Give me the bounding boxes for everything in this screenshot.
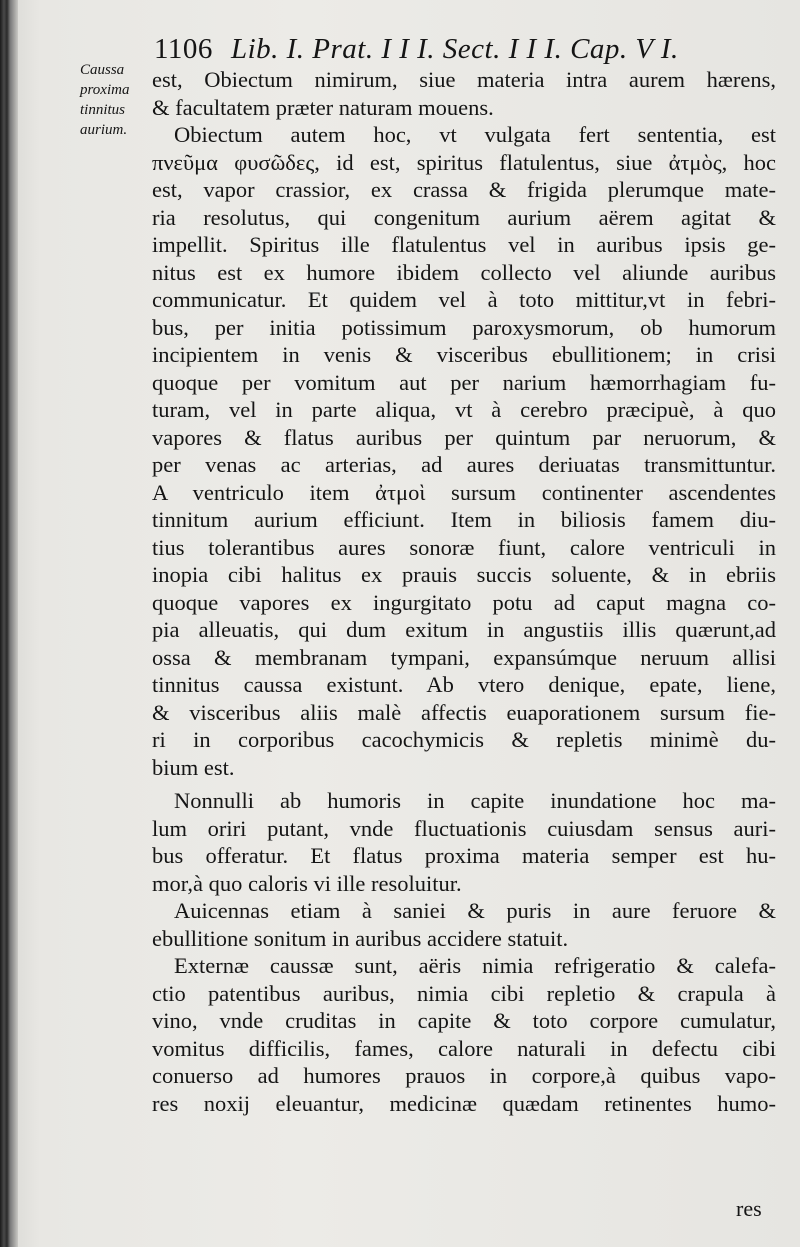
text-line: vapores & flatus auribus per quintum par neruorum, & xyxy=(152,424,776,450)
text-line: bium est. xyxy=(152,754,235,780)
text-line: ria resolutus, qui congenitum aurium aërem agitat & xyxy=(152,204,776,230)
paragraph xyxy=(152,66,776,121)
text-line: πνεῦμα φυσῶδες, id est, spiritus flatulentus, siue ἀτμὸς, hoc xyxy=(152,149,776,175)
text-line: conuerso ad humores prauos in corpore,à quibus vapo- xyxy=(152,1063,776,1088)
text-line: Auicennas etiam à saniei & puris in aure feruore & xyxy=(174,898,776,923)
text-line: tinnitum aurium efficiunt. Item in biliosis famem diu- xyxy=(152,507,776,532)
text-line: bus, per initia potissimum paroxysmorum, ob humorum xyxy=(152,314,776,340)
text-line: vino, vnde cruditas in capite & toto corpore cumulatur, xyxy=(152,1008,776,1033)
text-line: Externæ caussæ sunt, aëris nimia refrigeratio & calefa- xyxy=(174,953,776,978)
marginal-note xyxy=(80,60,160,140)
marginal-note-line: tinnitus xyxy=(80,102,126,118)
text-line: ri in corporibus cacochymicis & repletis minimè du- xyxy=(152,727,776,752)
text-line: ebullitione sonitum in auribus accidere statuit. xyxy=(152,925,569,951)
catchword: res xyxy=(736,1196,762,1221)
text-line: quoque per vomitum aut per narium hæmorrhagiam fu- xyxy=(152,369,776,395)
text-line: & visceribus aliis malè affectis euaporationem sursum fie- xyxy=(152,699,776,725)
text-line: tius tolerantibus aures sonoræ fiunt, calore ventriculi in xyxy=(152,534,776,560)
text-line: communicatur. Et quidem vel à toto mittitur,vt in febri- xyxy=(152,287,776,312)
text-line: incipientem in venis & visceribus ebullitionem; in crisi xyxy=(152,342,776,367)
text-line: lum oriri putant, vnde fluctuationis cuiusdam sensus auri- xyxy=(152,815,776,841)
text-line: & facultatem præter naturam mouens. xyxy=(152,94,494,120)
text-line: per venas ac arterias, ad aures deriuatas transmittuntur. xyxy=(152,452,776,477)
text-line: Nonnulli ab humoris in capite inundatione hoc ma- xyxy=(174,788,776,813)
text-line: tinnitus caussa existunt. Ab vtero denique, epate, liene, xyxy=(152,672,776,697)
text-line: ossa & membranam tympani, expansúmque neruum allisi xyxy=(152,644,776,670)
text-line: pia alleuatis, qui dum exitum in angustiis illis quærunt,ad xyxy=(152,617,776,642)
paragraph xyxy=(152,121,776,781)
text-line: quoque vapores ex ingurgitato potu ad caput magna co- xyxy=(152,589,776,615)
paragraph xyxy=(152,897,776,952)
paragraph xyxy=(152,952,776,1117)
text-line: impellit. Spiritus ille flatulentus vel in auribus ipsis ge- xyxy=(152,232,776,257)
text-line: inopia cibi halitus ex prauis succis soluente, & in ebriis xyxy=(152,562,776,587)
text-line: est, vapor crassior, ex crassa & frigida plerumque mate- xyxy=(152,177,776,202)
text-line: Obiectum autem hoc, vt vulgata fert sententia, est xyxy=(174,122,776,147)
text-line: A ventriculo item ἀτμοὶ sursum continenter ascendentes xyxy=(152,479,776,505)
text-line: mor,à quo caloris vi ille resoluitur. xyxy=(152,870,462,896)
running-title: Lib. I. Prat. I I I. Sect. I I I. Cap. V I. xyxy=(230,33,679,65)
body-text xyxy=(152,66,776,1117)
text-line: ctio patentibus auribus, nimia cibi repletio & crapula à xyxy=(152,980,776,1006)
paragraph xyxy=(152,787,776,897)
text-line: bus offeratur. Et flatus proxima materia semper est hu- xyxy=(152,843,776,868)
running-header xyxy=(154,28,754,70)
text-line: nitus est ex humore ibidem collecto vel aliunde auribus xyxy=(152,259,776,285)
text-line: est, Obiectum nimirum, siue materia intra aurem hærens, xyxy=(152,67,776,92)
marginal-note-line: proxima xyxy=(80,82,130,98)
text-line: vomitus difficilis, fames, calore naturali in defectu cibi xyxy=(152,1035,776,1061)
book-binding-edge xyxy=(0,0,18,1247)
marginal-note-line: Caussa xyxy=(80,62,125,78)
page-number: 1106 xyxy=(154,33,213,65)
text-line: turam, vel in parte aliqua, vt à cerebro præcipuè, à quo xyxy=(152,397,776,422)
text-line: res noxij eleuantur, medicinæ quædam retinentes humo- xyxy=(152,1090,776,1116)
marginal-note-line: aurium. xyxy=(80,122,128,138)
